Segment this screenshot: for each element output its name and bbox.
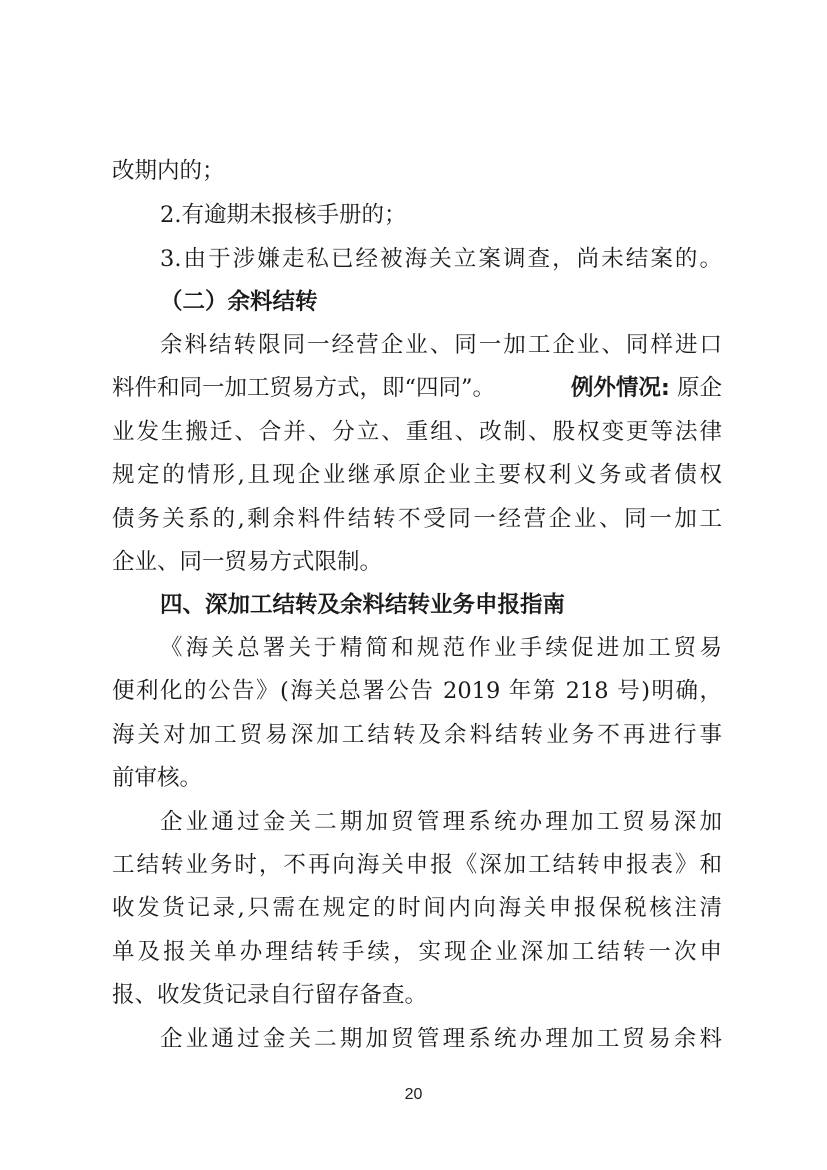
text-line: 报、收发货记录自行留存备查。: [112, 982, 428, 1008]
text-line: 余料结转限同一经营企业、同一加工企业、同样进口: [160, 332, 722, 358]
text-line: 便利化的公告》(海关总署公告 2019 年第 218 号)明确，: [112, 678, 722, 704]
text-line: 单及报关单办理结转手续，实现企业深加工结转一次申: [112, 939, 722, 965]
text-line: 业发生搬迁、合并、分立、重组、改制、股权变更等法律: [112, 419, 722, 445]
text-line: 改期内的；: [112, 158, 225, 184]
text-line: 规定的情形,且现企业继承原企业主要权利义务或者债权: [112, 462, 722, 488]
text-line: 3.由于涉嫌走私已经被海关立案调查，尚未结案的。: [160, 246, 722, 272]
text-line: 《海关总署关于精简和规范作业手续促进加工贸易: [160, 635, 722, 661]
chapter-heading: 四、深加工结转及余料结转业务申报指南: [160, 592, 566, 618]
page-number: 20: [404, 1086, 423, 1103]
text-line: 债务关系的,剩余料件结转不受同一经营企业、同一加工: [112, 506, 722, 532]
text-line: 企业通过金关二期加贸管理系统办理加工贸易深加: [160, 809, 722, 835]
text-segment: 原企: [669, 375, 722, 401]
text-line: 企业、同一贸易方式限制。: [112, 549, 383, 575]
text-line: 前审核。: [112, 765, 203, 791]
text-line: 企业通过金关二期加贸管理系统办理加工贸易余料: [160, 1026, 722, 1052]
text-segment-group: [571, 368, 722, 408]
text-line-mixed: [112, 368, 722, 408]
text-segment: 料件和同一加工贸易方式，即“四同”。: [112, 375, 496, 401]
text-line: 工结转业务时，不再向海关申报《深加工结转申报表》和: [112, 852, 722, 878]
text-line: 2.有逾期未报核手册的；: [160, 202, 407, 228]
emphasis-text: 例外情况:: [570, 375, 670, 401]
section-heading: （二）余料结转: [160, 289, 318, 315]
text-line: 海关对加工贸易深加工结转及余料结转业务不再进行事: [112, 722, 722, 748]
text-line: 收发货记录,只需在规定的时间内向海关申报保税核注清: [112, 895, 722, 921]
